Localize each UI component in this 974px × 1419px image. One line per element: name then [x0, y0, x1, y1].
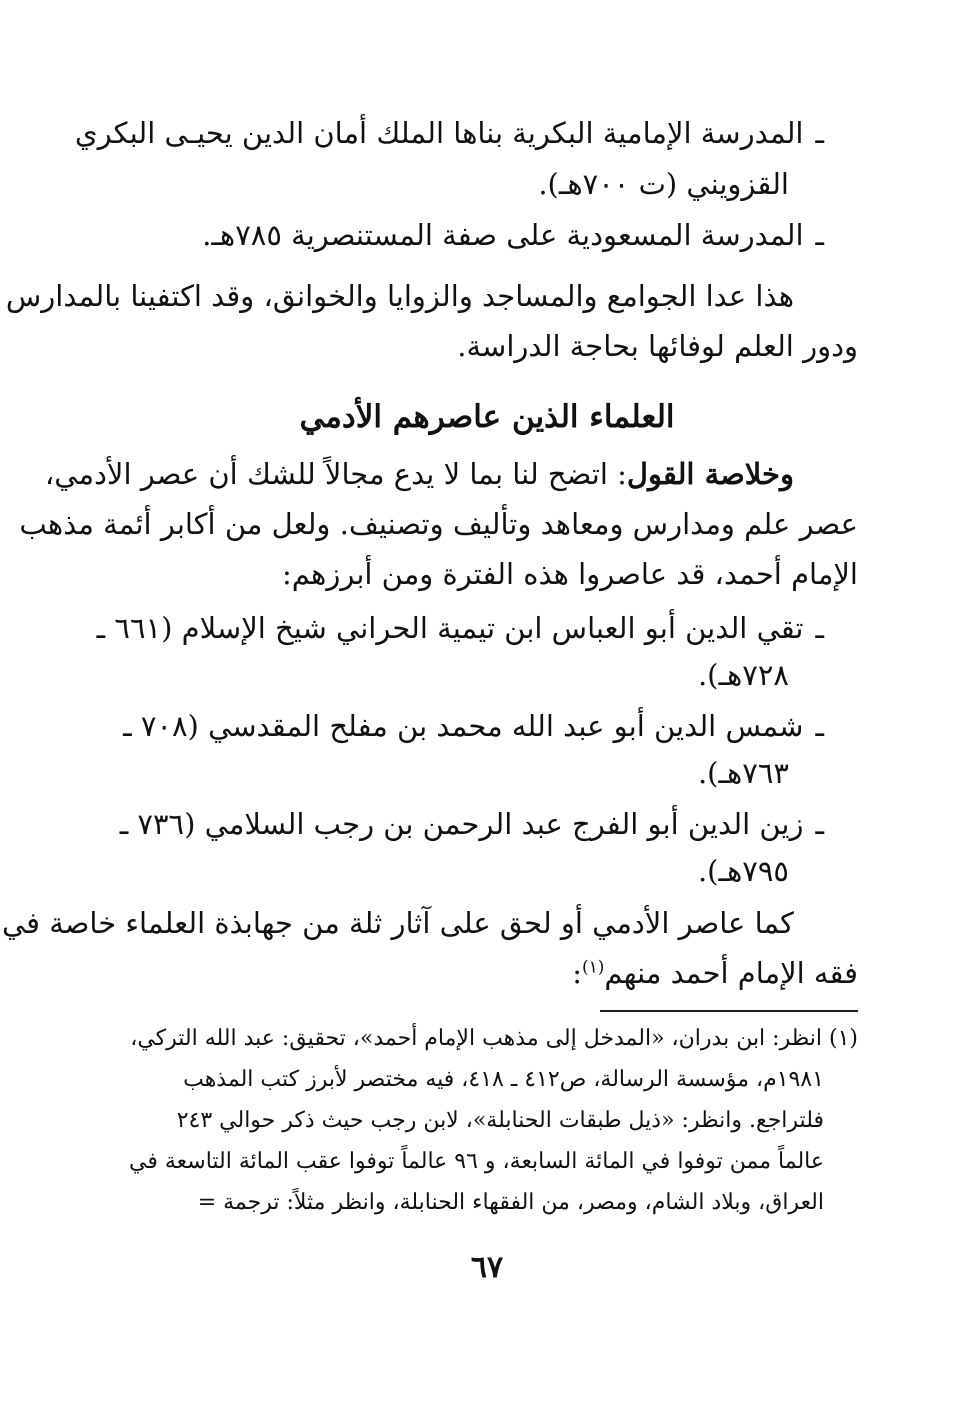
footnote-line: العراق، وبلاد الشام، ومصر، من الفقهاء الحنابلة، وانظر مثلاً: ترجمة = [197, 1190, 824, 1215]
page-number: ٦٧ [470, 1250, 504, 1285]
paragraph-end: : [572, 956, 582, 990]
section-heading: العلماء الذين عاصرهم الأدمي [299, 399, 675, 435]
scholar-item-continuation: ٧٩٥هـ). [697, 854, 789, 888]
scholar-item-continuation: ٧٦٣هـ). [697, 756, 789, 790]
scholar-text: تقي الدين أبو العباس ابن تيمية الحراني شيخ الإسلام (٦٦١ ـ [96, 611, 804, 645]
scholar-item [123, 706, 824, 746]
scholar-text: زين الدين أبو الفرج عبد الرحمن بن رجب السلامي (٧٣٦ ـ [119, 807, 804, 841]
list-item-text: المدرسة المسعودية على صفة المستنصرية ٧٨٥هـ. [202, 218, 804, 252]
list-item [202, 215, 824, 255]
footnote-line: ١٩٨١م، مؤسسة الرسالة، ص٤١٢ ـ ٤١٨، فيه مختصر لأبرز كتب المذهب [183, 1067, 824, 1092]
paragraph-line: الإمام أحمد، قد عاصروا هذه الفترة ومن أبرزهم: [281, 557, 858, 591]
paragraph-text: : اتضح لنا بما لا يدع مجالاً للشك أن عصر الأدمي، [44, 457, 627, 491]
scholar-item [120, 804, 824, 844]
list-item [75, 113, 824, 153]
paragraph-text: فقه الإمام أحمد منهم [604, 956, 858, 990]
paragraph-line [45, 454, 794, 494]
footnote-marker: (١) [581, 957, 605, 978]
scholar-text: شمس الدين أبو عبد الله محمد بن مفلح المقدسي (٧٠٨ ـ [123, 709, 804, 743]
footnote-separator [600, 1010, 858, 1012]
scholar-item [97, 608, 824, 648]
list-dash: ـ [815, 218, 824, 252]
list-dash: ـ [815, 116, 824, 150]
footnote-line: فلتراجع. وانظر: «ذيل طبقات الحنابلة»، لابن رجب حيث ذكر حوالي ٢٤٣ [176, 1108, 824, 1133]
footnote-line: عالماً ممن توفوا في المائة السابعة، و ٩٦ عالماً توفوا عقب المائة التاسعة في [129, 1149, 824, 1174]
list-item-continuation: القزويني (ت ٧٠٠هـ). [538, 167, 789, 201]
paragraph-line: ودور العلم لوفائها بحاجة الدراسة. [457, 329, 858, 363]
list-dash: ـ [815, 611, 824, 645]
footnote-line: (١) انظر: ابن بدران، «المدخل إلى مذهب الإمام أحمد»، تحقيق: عبد الله التركي، [130, 1026, 858, 1051]
paragraph-line: كما عاصر الأدمي أو لحق على آثار ثلة من جهابذة العلماء خاصة في [2, 906, 794, 940]
list-dash: ـ [815, 807, 824, 841]
paragraph-line: عصر علم ومدارس ومعاهد وتأليف وتصنيف. ولعل من أكابر أئمة مذهب [19, 507, 858, 541]
lead-phrase: وخلاصة القول [626, 457, 794, 491]
paragraph-line [572, 953, 858, 993]
list-item-text: المدرسة الإمامية البكرية بناها الملك أمان الدين يحيـى البكري [74, 116, 804, 150]
paragraph-line: هذا عدا الجوامع والمساجد والزوايا والخوانق، وقد اكتفينا بالمدارس [5, 279, 794, 313]
list-dash: ـ [815, 709, 824, 743]
scholar-item-continuation: ٧٢٨هـ). [697, 658, 789, 692]
